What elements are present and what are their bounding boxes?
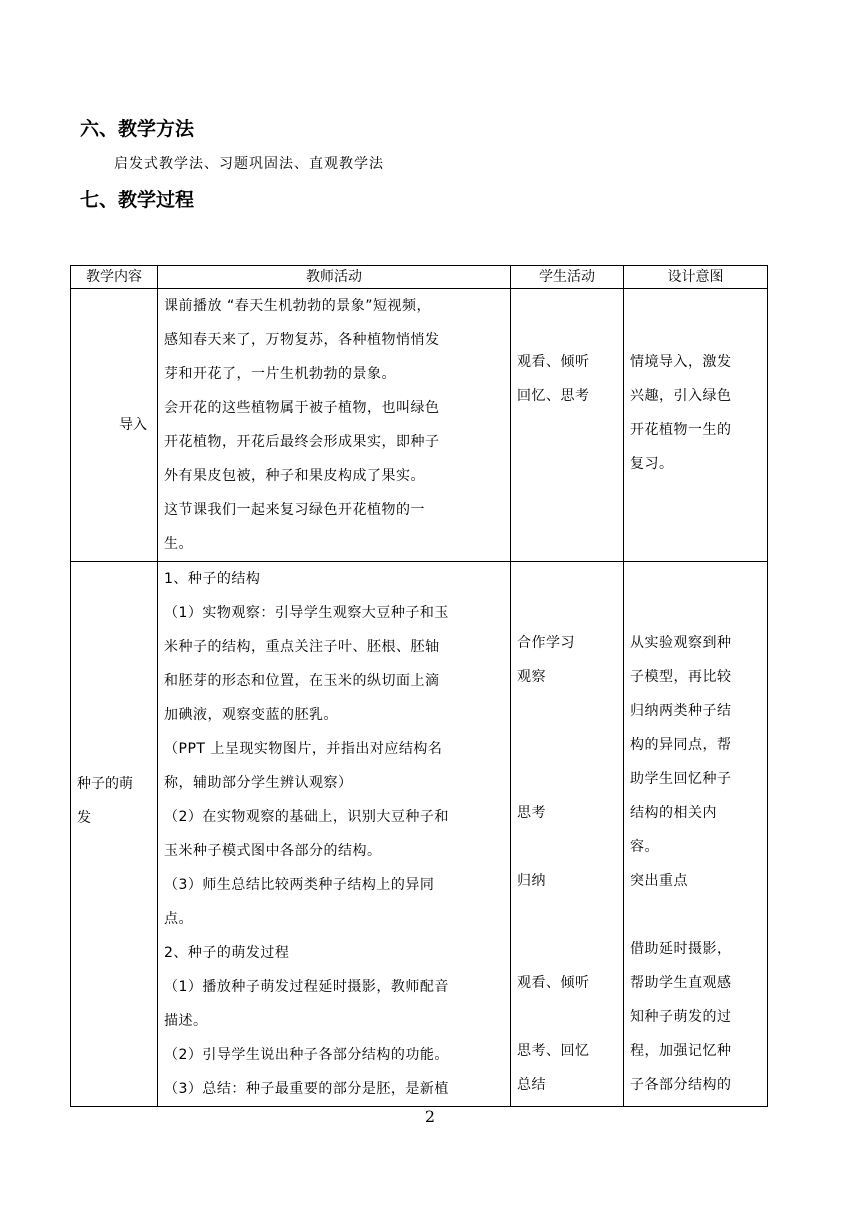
text-line: （2）引导学生说出种子各部分结构的功能。 bbox=[164, 1047, 449, 1063]
text-line: 知种子萌发的过 bbox=[630, 1009, 732, 1025]
text-line: （2）在实物观察的基础上，识别大豆种子和 bbox=[164, 809, 449, 825]
text-line: 助学生回忆种子 bbox=[630, 771, 732, 787]
text-line: 课前播放 “春天生机勃勃的景象”短视频， bbox=[164, 298, 431, 314]
text-line: 点。 bbox=[164, 911, 193, 927]
text-line: 米种子的结构，重点关注子叶、胚根、胚轴 bbox=[164, 639, 440, 655]
text-line: 结构的相关内 bbox=[630, 805, 717, 821]
cell-teacher-intro bbox=[158, 289, 511, 562]
header-teacher: 教师活动 bbox=[158, 266, 511, 289]
text-line: 会开花的这些植物属于被子植物，也叫绿色 bbox=[164, 400, 440, 416]
text-line: 思考、回忆 bbox=[517, 1043, 590, 1059]
text-line: 描述。 bbox=[164, 1013, 208, 1029]
text-line: 玉米种子模式图中各部分的结构。 bbox=[164, 843, 382, 859]
cell-student-intro bbox=[511, 289, 624, 562]
text-line: （PPT 上呈现实物图片，并指出对应结构名 bbox=[164, 741, 443, 757]
text-line: 观看、倾听 bbox=[517, 975, 590, 991]
cell-student-germination bbox=[511, 562, 624, 1107]
text-line: 开花植物一生的 bbox=[630, 422, 732, 438]
text-line: （3）总结：种子最重要的部分是胚，是新植 bbox=[164, 1081, 449, 1097]
text-line: 兴趣，引入绿色 bbox=[630, 388, 732, 404]
text-line: （3）师生总结比较两类种子结构上的异同 bbox=[164, 877, 435, 893]
text-line: 从实验观察到种 bbox=[630, 635, 732, 651]
text-line: （1）播放种子萌发过程延时摄影，教师配音 bbox=[164, 979, 449, 995]
text-line: 突出重点 bbox=[630, 873, 688, 889]
text-line: 观看、倾听 bbox=[517, 354, 590, 370]
text-line: 归纳两类种子结 bbox=[630, 703, 732, 719]
header-student: 学生活动 bbox=[511, 266, 624, 289]
text-line: 发 bbox=[77, 810, 91, 826]
text-line: 和胚芽的形态和位置，在玉米的纵切面上滴 bbox=[164, 673, 440, 689]
text-line: 种子的萌 bbox=[77, 776, 133, 792]
header-content: 教学内容 bbox=[71, 266, 158, 289]
header-design: 设计意图 bbox=[624, 266, 768, 289]
text-line: 开花植物，开花后最终会形成果实，即种子 bbox=[164, 434, 440, 450]
table-header-row bbox=[71, 266, 768, 289]
table-row-germination bbox=[71, 562, 768, 1107]
text-line: 复习。 bbox=[630, 456, 674, 472]
text-line: 回忆、思考 bbox=[517, 388, 590, 404]
text-line: 外有果皮包被，种子和果皮构成了果实。 bbox=[164, 468, 425, 484]
text-line: 合作学习 bbox=[517, 635, 575, 651]
cell-content-germination bbox=[71, 562, 158, 1107]
text-line: 感知春天来了，万物复苏，各种植物悄悄发 bbox=[164, 332, 440, 348]
text-line: 这节课我们一起来复习绿色开花植物的一 bbox=[164, 502, 425, 518]
text-line: 归纳 bbox=[517, 873, 546, 889]
text-line: 帮助学生直观感 bbox=[630, 975, 732, 991]
text-line: 借助延时摄影， bbox=[630, 941, 732, 957]
text-line: 芽和开花了，一片生机勃勃的景象。 bbox=[164, 366, 396, 382]
cell-content-intro: 导入 bbox=[71, 289, 158, 562]
heading-teaching-process: 七、教学过程 bbox=[80, 189, 195, 211]
text-line: 构的异同点，帮 bbox=[630, 737, 732, 753]
text-line: 情境导入，激发 bbox=[630, 354, 732, 370]
cell-design-germination bbox=[624, 562, 768, 1107]
text-line: 子模型，再比较 bbox=[630, 669, 732, 685]
text-line: 观察 bbox=[517, 669, 546, 685]
text-line: 容。 bbox=[630, 839, 659, 855]
text-line: 总结 bbox=[517, 1077, 546, 1093]
text-line: 程，加强记忆种 bbox=[630, 1043, 732, 1059]
text-line: 思考 bbox=[517, 805, 546, 821]
text-line: 加碘液，观察变蓝的胚乳。 bbox=[164, 707, 338, 723]
text-line: 称，辅助部分学生辨认观察） bbox=[164, 775, 353, 791]
heading-teaching-methods: 六、教学方法 bbox=[80, 118, 195, 140]
page-number: 2 bbox=[424, 1107, 436, 1126]
teaching-process-table bbox=[70, 265, 768, 1107]
text-line: 子各部分结构的 bbox=[630, 1077, 732, 1093]
cell-design-intro bbox=[624, 289, 768, 562]
text-line: 生。 bbox=[164, 536, 193, 552]
table-row-intro bbox=[71, 289, 768, 562]
text-line: （1）实物观察：引导学生观察大豆种子和玉 bbox=[164, 605, 449, 621]
text-line: 2、种子的萌发过程 bbox=[164, 945, 290, 961]
cell-teacher-germination bbox=[158, 562, 511, 1107]
teaching-methods-text: 启发式教学法、习题巩固法、直观教学法 bbox=[114, 156, 384, 172]
text-line: 1、种子的结构 bbox=[164, 571, 261, 587]
